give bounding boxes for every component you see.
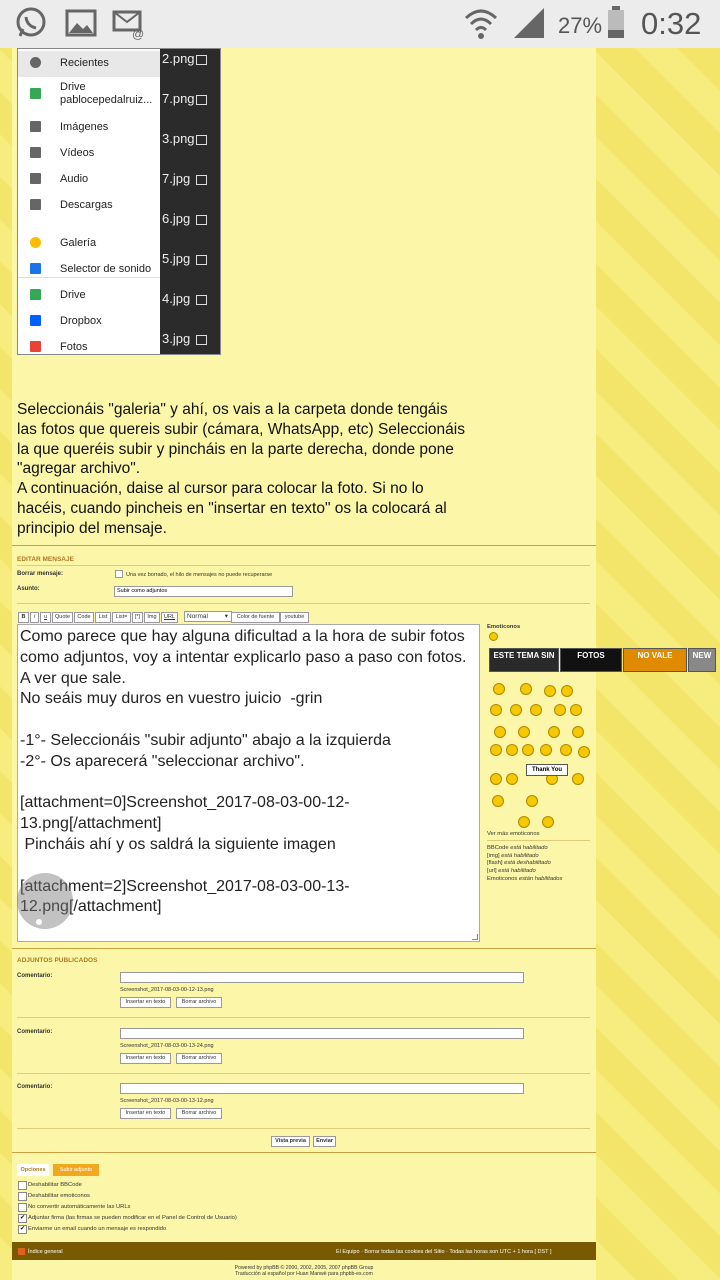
picker-item-label: Imágenes (60, 121, 109, 133)
attachment-row (17, 1027, 590, 1077)
divider (487, 840, 590, 841)
clock-time: 0:32 (641, 6, 702, 41)
picker-item-label: Galería (60, 237, 97, 249)
toolbar-button[interactable]: Img (144, 612, 160, 623)
floating-touch-button[interactable] (17, 873, 73, 929)
picker-item[interactable] (18, 335, 160, 355)
thumbnail-icon (196, 135, 207, 145)
send-button[interactable]: Enviar (313, 1136, 336, 1147)
picker-item-label: Drive pablocepedalruiz... (60, 81, 153, 106)
emoticon[interactable] (561, 685, 573, 697)
file-name[interactable]: 3.jpg (162, 331, 191, 346)
divider (17, 603, 590, 604)
toolbar-button[interactable]: Code (74, 612, 94, 623)
message-body[interactable]: Como parece que hay alguna dificultad a la hora de subir fotos como adjuntos, voy a intentar explicarlo paso a paso con fotos. A ver que sale. No seáis muy duros en vuestro juicio -grin -1°- Seleccionáis "subir adjunto" abajo a la izquierda -2°- Os aparecerá "seleccionar archivo". [attachment=0]Screenshot_2017-08-03-00-12-13.png[/attachment] Pincháis ahí y os saldrá la siguiente imagen [attachment=2]Screenshot_2017-08-03-00-13-12.png[/attachment] (20, 628, 467, 916)
drive-icon (30, 88, 41, 99)
file-name[interactable]: 7.png (162, 91, 195, 106)
clock-icon (30, 57, 41, 68)
file-name[interactable]: 5.jpg (162, 251, 191, 266)
battery-icon (606, 6, 626, 40)
comment-input[interactable] (120, 972, 524, 983)
emoticon[interactable] (548, 726, 560, 738)
emoticon[interactable] (572, 773, 584, 785)
emoticon[interactable] (490, 744, 502, 756)
feature-name: [url] (487, 868, 497, 875)
thank-you-emoticon[interactable]: Thank You (526, 764, 568, 776)
feature-name: Emoticonos (487, 875, 518, 882)
option-checkbox[interactable]: ✔ (19, 1215, 26, 1221)
chevron-down-icon: ▾ (224, 613, 228, 620)
option-label: No convertir automáticamente las URLs (28, 1204, 131, 1210)
subject-label: Asunto: (17, 586, 40, 592)
picker-item[interactable] (18, 283, 160, 309)
svg-text:@: @ (132, 27, 145, 40)
divider (18, 277, 160, 278)
feature-state: está habilitado (510, 845, 548, 851)
insert-in-text-button[interactable]: Insertar en texto (120, 1053, 171, 1064)
feature-state: está habilitado (501, 852, 539, 859)
emoticon-banner[interactable]: NEW (688, 648, 716, 672)
file-name[interactable]: 6.jpg (162, 211, 191, 226)
picker-item[interactable] (18, 257, 160, 283)
emoticon[interactable] (510, 704, 522, 716)
delete-file-button[interactable]: Borrar archivo (176, 1053, 222, 1064)
toolbar-button[interactable]: Quote (52, 612, 73, 623)
feature-state: están habilitados (518, 875, 563, 882)
font-color-button[interactable]: Color de fuente (231, 612, 280, 623)
resize-handle[interactable] (472, 934, 478, 940)
toolbar-button[interactable]: u (40, 612, 51, 623)
option-label: Adjuntar firma (las firmas se pueden modificar en el Panel de Control de Usuario) (28, 1215, 237, 1221)
thumbnail-icon (196, 255, 207, 265)
divider (17, 1073, 590, 1074)
attachments-section-title: ADJUNTOS PUBLICADOS (17, 957, 98, 964)
picker-item[interactable] (18, 193, 160, 219)
emoticon[interactable] (554, 704, 566, 716)
thumbnail-icon (196, 295, 207, 305)
emoticon[interactable] (518, 726, 530, 738)
toolbar-button[interactable]: B (18, 612, 29, 623)
download-icon (30, 199, 41, 210)
option-checkbox[interactable] (18, 1203, 27, 1212)
picker-item-label: Drive (60, 289, 86, 301)
emoticon-banner[interactable]: ESTE TEMA SIN (489, 648, 559, 672)
delete-label: Borrar mensaje: (17, 571, 64, 577)
attached-screenshot (17, 48, 221, 355)
picker-item-label: Audio (60, 173, 89, 185)
signal-icon (512, 6, 546, 40)
picker-item-label: Vídeos (60, 147, 95, 159)
toolbar-button[interactable]: URL (161, 612, 178, 623)
emoticon[interactable] (520, 683, 532, 695)
picker-item-label: Recientes (60, 57, 109, 69)
emoticon[interactable] (530, 704, 542, 716)
picker-item[interactable] (18, 309, 160, 335)
message-editor[interactable] (17, 624, 480, 942)
wifi-icon (464, 6, 498, 40)
file-name[interactable]: 3.png (162, 131, 195, 146)
font-size-select[interactable]: Normal ▾ (184, 611, 232, 622)
toolbar-button[interactable]: i (30, 612, 39, 623)
picker-item[interactable] (18, 51, 160, 77)
drive-icon (30, 289, 41, 300)
attachment-row (17, 971, 590, 1021)
emoticon[interactable] (506, 744, 518, 756)
status-bar (0, 0, 720, 48)
feature-status (487, 853, 539, 859)
divider (17, 565, 590, 566)
index-link[interactable]: Índice general (28, 1249, 63, 1255)
emoticon[interactable] (493, 683, 505, 695)
emoticon[interactable] (570, 704, 582, 716)
option-label: Enviarme un email cuando un mensaje es respondido (28, 1226, 167, 1232)
feature-state: está deshabilitado (504, 860, 551, 867)
picker-item[interactable] (18, 141, 160, 167)
emoticons-title: Emoticonos (487, 624, 521, 630)
delete-file-button[interactable]: Borrar archivo (176, 997, 222, 1008)
photos-icon (30, 341, 41, 352)
feature-status (487, 876, 562, 882)
feature-status (487, 868, 536, 874)
subject-input[interactable]: Subir como adjuntos (114, 586, 293, 597)
picker-item-label: Dropbox (60, 315, 102, 327)
emoticon[interactable] (526, 795, 538, 807)
instructions-text: Seleccionáis "galeria" y ahí, os vais a la carpeta donde tengáis las fotos que quereis subir (cámara, WhatsApp, etc) Seleccionáis la que queréis subir y pincháis en la parte derecha, donde pone "agregar archivo". A continuación, daise al cursor para colocar la foto. Si no lo hacéis, cuando pincheis en "insertar en texto" os la colocará al principio del mensaje. (17, 401, 465, 537)
feature-status (487, 860, 551, 866)
emoticon[interactable] (489, 632, 498, 641)
picker-item-label: Descargas (60, 199, 113, 211)
attachment-filename: Screenshot_2017-08-03-00-13-12.png (120, 1098, 214, 1104)
battery-percent: 27% (558, 13, 603, 38)
divider (17, 1128, 590, 1129)
feature-status (487, 845, 548, 851)
thumbnail-icon (196, 215, 207, 225)
emoticon[interactable] (490, 773, 502, 785)
image-icon (30, 121, 41, 132)
insert-in-text-button[interactable]: Insertar en texto (120, 997, 171, 1008)
emoticon[interactable] (518, 816, 530, 828)
emoticon[interactable] (544, 685, 556, 697)
toolbar-button[interactable]: List (95, 612, 111, 623)
emoticon-banner[interactable]: FOTOS (560, 648, 622, 672)
thumbnail-icon (196, 175, 207, 185)
home-icon (18, 1248, 25, 1255)
toolbar-button[interactable]: List= (112, 612, 131, 623)
emoticon[interactable] (542, 816, 554, 828)
dropbox-icon (30, 315, 41, 326)
picker-drawer (18, 49, 160, 354)
emoticon[interactable] (494, 726, 506, 738)
picker-item[interactable] (18, 77, 160, 113)
option-label: Deshabilitar emoticonos (28, 1193, 90, 1199)
emoticon[interactable] (560, 744, 572, 756)
comment-label: Comentario: (17, 1028, 53, 1035)
powered-by: Powered by phpBB © 2000, 2002, 2005, 2007 phpBB Group (234, 1265, 374, 1271)
thumbnail-icon (196, 95, 207, 105)
audio-icon (30, 173, 41, 184)
gallery-icon (30, 237, 41, 248)
whatsapp-icon (14, 6, 48, 40)
sound-icon (30, 263, 41, 274)
attachment-filename: Screenshot_2017-08-03-00-12-13.png (120, 987, 214, 993)
divider (12, 545, 596, 546)
emoticon[interactable] (492, 795, 504, 807)
tab-upload-attachment[interactable]: Subir adjunto (53, 1164, 99, 1176)
attachment-filename: Screenshot_2017-08-03-00-13-24.png (120, 1042, 214, 1049)
feature-state: está habilitado (498, 868, 536, 875)
file-name[interactable]: 2.png (162, 51, 195, 66)
youtube-button[interactable]: youtube (280, 612, 309, 623)
edit-section-title: EDITAR MENSAJE (17, 556, 74, 563)
delete-note: Una vez borrado, el hilo de mensajes no puede recuperarse (126, 572, 273, 578)
file-name[interactable]: 4.jpg (162, 291, 191, 306)
feature-name: [flash] (487, 860, 503, 867)
comment-input[interactable] (120, 1028, 524, 1039)
thumbnail-icon (196, 55, 207, 65)
option-checkbox[interactable] (18, 1181, 27, 1190)
picker-item-label: Selector de sonido (60, 263, 152, 275)
picker-item-label: Fotos (60, 341, 88, 353)
picker-item[interactable] (18, 115, 160, 141)
more-emoticons-link[interactable]: Ver más emoticonos (487, 831, 540, 837)
divider (12, 1152, 596, 1153)
delete-checkbox[interactable] (115, 570, 123, 578)
option-checkbox[interactable]: ✔ (19, 1226, 26, 1232)
feature-name: [img] (487, 852, 500, 859)
file-name[interactable]: 7.jpg (162, 171, 191, 186)
translation-credit: Traducción al español por Huan Manwë para phpbb-es.com (235, 1271, 373, 1277)
picker-item[interactable] (18, 167, 160, 193)
feature-name: BBCode (487, 845, 509, 851)
toolbar-button[interactable]: [*] (132, 612, 143, 623)
emoticon[interactable] (522, 744, 534, 756)
emoticon[interactable] (578, 746, 590, 758)
comment-label: Comentario: (17, 973, 53, 979)
delete-file-button[interactable]: Borrar archivo (176, 1108, 222, 1119)
comment-input[interactable] (120, 1083, 524, 1094)
emoticon[interactable] (506, 773, 518, 785)
insert-in-text-button[interactable]: Insertar en texto (120, 1108, 171, 1119)
mail-icon (112, 6, 146, 40)
video-icon (30, 147, 41, 158)
option-checkbox[interactable] (18, 1192, 27, 1201)
divider (12, 948, 596, 949)
option-label: Deshabilitar BBCode (28, 1182, 82, 1188)
emoticon[interactable] (490, 704, 502, 716)
emoticon[interactable] (540, 744, 552, 756)
preview-button[interactable]: Vista previa (271, 1136, 310, 1147)
tab-options[interactable]: Opciones (17, 1164, 49, 1176)
thumbnail-icon (196, 335, 207, 345)
picker-item[interactable] (18, 231, 160, 257)
comment-label: Comentario: (17, 1084, 53, 1090)
divider (17, 1017, 590, 1018)
emoticon-banner[interactable]: NO VALE (623, 648, 687, 672)
attachment-row (17, 1082, 590, 1132)
image-icon (64, 6, 98, 40)
emoticon[interactable] (572, 726, 584, 738)
footer-links[interactable]: El Equipo · Borrar todas las cookies del Sitio · Todas las horas son UTC + 1 hora [ DST ] (336, 1249, 552, 1255)
